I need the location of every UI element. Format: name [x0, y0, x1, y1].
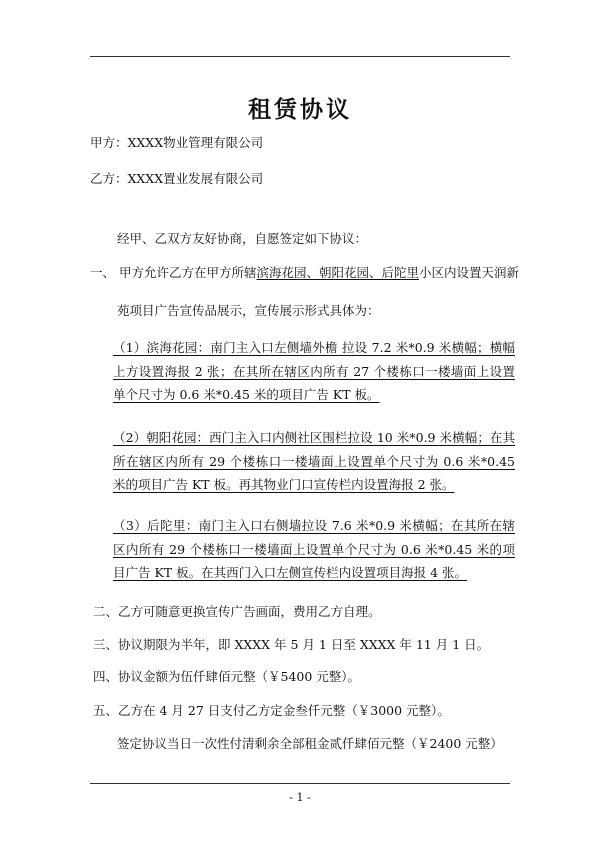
intro-text: 经甲、乙双方友好协商，自愿签定如下协议： — [117, 231, 368, 246]
clause-3: 三、协议期限为半年，即 XXXX 年 5 月 1 日至 XXXX 年 11 月 1 日。 — [93, 637, 490, 652]
clause-5-note: 签定协议当日一次性付清剩余全部租金贰仟肆佰元整（￥2400 元整） — [117, 736, 503, 751]
clause-1-line-2: 苑项目广告宣传品展示，宣传展示形式具体为： — [117, 303, 380, 318]
clause-4: 四、协议金额为伍仟肆佰元整（￥5400 元整）。 — [93, 669, 361, 684]
item-chaoyang-garden: （2）朝阳花园：西门主入口内侧社区围栏拉设 10 米*0.9 米横幅；在其所在辖区内所有 29 个楼栋口一楼墙面上设置单个尺寸为 0.6 米*0.45 米的项目广告 KT 板。再其物业门口宣传栏内设置海报 2 张。 — [113, 430, 515, 492]
clause-1-communities: 滨海花园、朝阳花园、后陀里 — [256, 265, 419, 280]
clause-1-suffix: 小区内设置天润新 — [419, 265, 520, 280]
header-rule — [90, 56, 510, 57]
page-number: - 1 - — [289, 791, 311, 804]
clause-2: 二、乙方可随意更换宣传广告画面，费用乙方自理。 — [93, 604, 381, 619]
item-houtuoli: （3）后陀里：南门主入口右侧墙拉设 7.6 米*0.9 米横幅；在其所在辖区内所有 29 个楼栋口一楼墙面上设置单个尺寸为 0.6 米*0.45 米的项目广告 KT 板。在其西门入口左侧宣传栏内设置项目海报 4 张。 — [113, 518, 515, 580]
party-b: 乙方：XXXX置业发展有限公司 — [90, 171, 264, 186]
document-title: 租赁协议 — [248, 96, 352, 123]
footer-rule — [90, 783, 510, 784]
clause-5: 五、乙方在 4 月 27 日支付乙方定金叁仟元整（￥3000 元整）。 — [93, 703, 450, 718]
clause-1-prefix: 一、 甲方允许乙方在甲方所辖 — [90, 265, 257, 280]
party-a: 甲方：XXXX物业管理有限公司 — [90, 135, 264, 150]
clause-1-line-1 — [90, 265, 519, 281]
item-binhai-garden: （1）滨海花园：南门主入口左侧墙外檐 拉设 7.2 米*0.9 米横幅；横幅上方设置海报 2 张；在其所在辖区内所有 27 个楼栋口一楼墙面上设置单个尺寸为 0.6 米*0.45 米的项目广告 KT 板。 — [113, 340, 515, 402]
